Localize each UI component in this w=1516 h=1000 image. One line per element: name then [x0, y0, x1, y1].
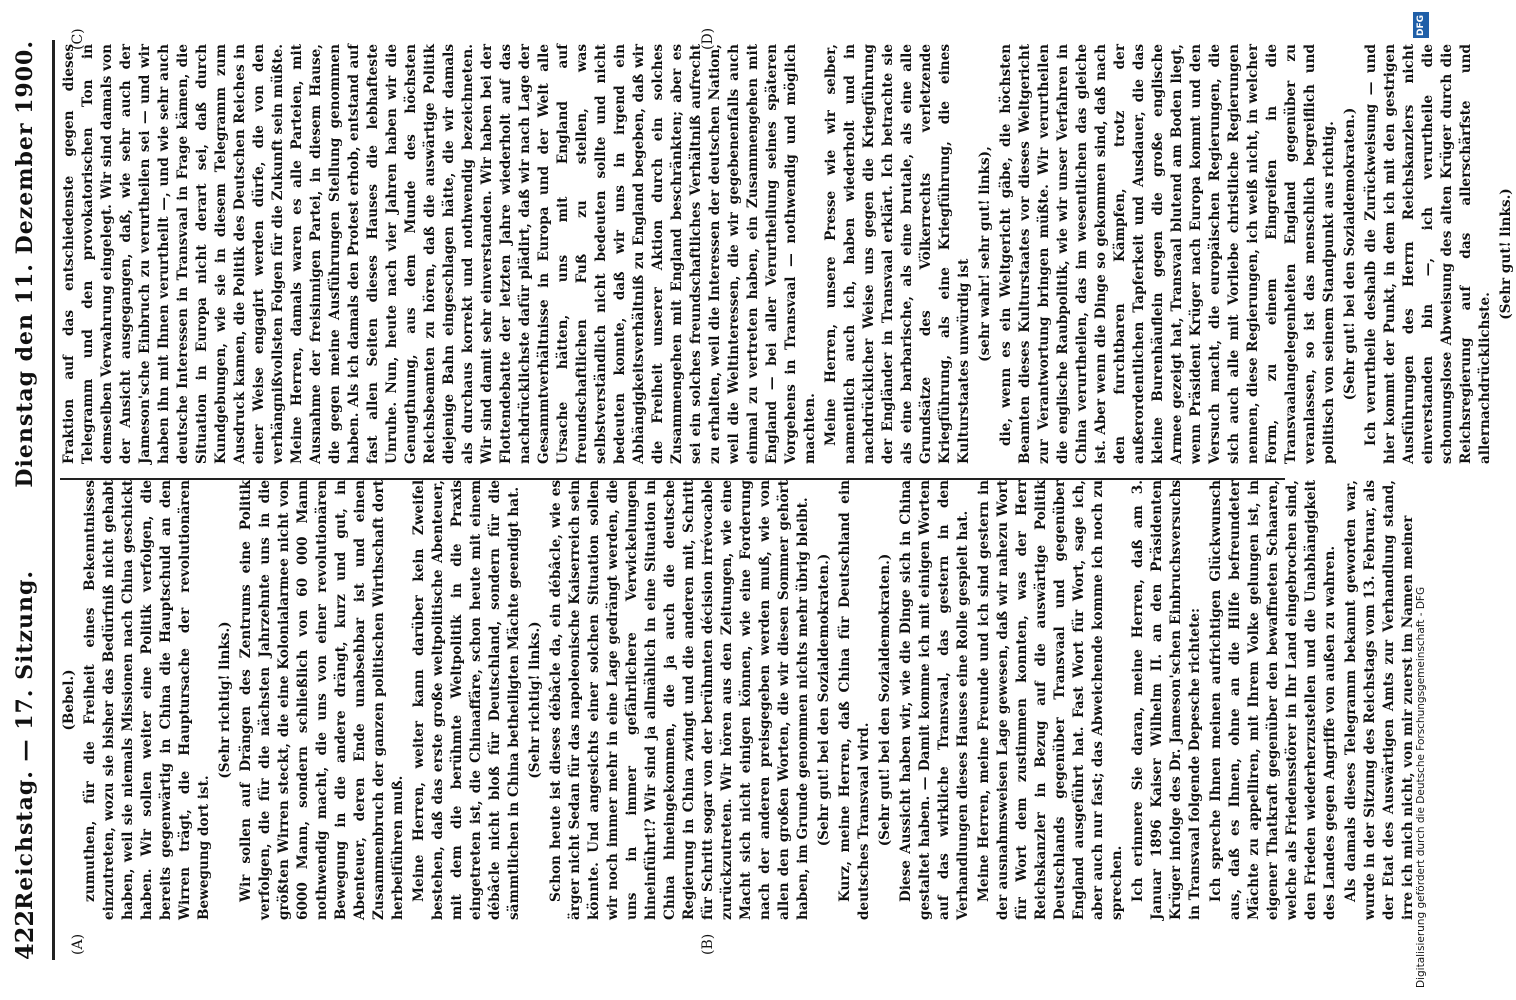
left-column — [60, 480, 1416, 920]
page-header — [0, 0, 48, 1000]
paragraph: (Sehr gut! bei den Sozialdemokraten.) — [1342, 107, 1358, 401]
paragraph: Schon heute ist dieses débâcle da, ein débâcle, wie es ärger nicht Sedan für das napoleonische Kaiserreich sein könnte. Und angesichts einer solchen Situation sollen wir noch immer mehr in eine Lage gedrängt werden, die uns in immer gefährlichere Verwickelungen hineinführt!? Wir sind ja allmählich in eine Situation in China hineingekommen, die ja auch die deutsche Regierung in China zwingt und die anderen mit, Schritt für Schritt sogar von der berühmten décision irrévocable zurückzutreten. Wir hören aus den Zeitungen, wie eine Macht sich nicht einigen können, wie eine Forderung nach der anderen preisgegeben werden muß, wie von allen den großen Worten, die wir diesen Sommer gehört haben, im Grunde genommen nichts mehr übrig bleibt. — [548, 480, 811, 920]
paragraph: Meine Herren, meine Freunde und ich sind gestern in der ausnahmsweisen Lage gewesen, daß wir nahezu Wort für Wort dem zustimmen konnten, was der Herr Reichskanzler in Bezug auf die auswärtige Politik Deutschlands gegenüber Transvaal und gegenüber England ausgeführt hat. Fast Wort für Wort, sage ich, aber auch nur fast; das Abweichende komme ich noch zu sprechen. — [976, 480, 1125, 920]
session-date: Dienstag den 11. Dezember 1900. — [12, 40, 38, 488]
digitization-credit — [1412, 8, 1430, 988]
page-number: 422 — [10, 909, 39, 960]
paragraph: Als damals dieses Telegramm bekannt geworden war, wurde in der Sitzung des Reichstags vom 13. Februar, als der Etat des Auswärtigen Amts zur Verhandlung stand, irre ich mich nicht, von mir zuerst im Namen meiner — [1343, 480, 1416, 920]
paragraph: (Sehr gut! links.) — [1498, 188, 1514, 320]
paragraph: (Sehr richtig! links.) — [217, 621, 233, 779]
marker-a: (A) — [70, 933, 86, 955]
dfg-logo: DFG — [1413, 12, 1429, 38]
paragraph: Ich erinnere Sie daran, meine Herren, daß am 3. Januar 1896 Kaiser Wilhelm II. an den Präsidenten Krüger infolge des Dr. Jameson'schen Einbruchsversuchs in Transvaal folgende Depesche richtete: — [1130, 480, 1203, 920]
paragraph: Ich spreche Ihnen meinen aufrichtigen Glückwunsch aus, daß es Ihnen, ohne an die Hilfe befreundeter Mächte zu appelliren, mit Ihrem Volke gelungen ist, in eigener Thatkraft gegenüber den bewaffneten Schaaren, welche als Friedensstörer in Ihr Land eingebrochen sind, den Frieden wiederherzustellen und die Unabhängigkeit des Landes gegen Angriffe von außen zu wahren. — [1208, 480, 1338, 920]
paragraph: Kurz, meine Herren, daß China für Deutschland ein deutsches Transvaal wird. — [837, 480, 872, 920]
marker-d: (D) — [700, 27, 716, 50]
paragraph: (Sehr gut! bei den Sozialdemokraten.) — [816, 553, 832, 847]
right-column — [60, 44, 1514, 480]
paragraph: Wir sollen auf Drängen des Zentrums eine Politik verfolgen, die für die nächsten Jahrzehnte uns in die größten Wirren steckt, die eine Kolonialarmee nicht von 6000 Mann, sondern schließlich von 60 000 Mann nothwendig macht, die uns von einer revolutionären Bewegung in die andere drängt, kurz und gut, in Abenteuer, deren Ende unabsehbar ist und einen Zusammenbruch der ganzen politischen Wirthschaft dort herbeiführen muß. — [238, 480, 406, 920]
marker-c: (C) — [70, 28, 86, 50]
paragraph: Fraktion auf das entschiedenste gegen dieses Telegramm und den provokatorischen Ton in demselben Verwahrung eingelegt. Wir sind damals von der Ansicht ausgegangen, daß, wie sehr auch der Jameson'sche Einbruch zu verurtheilen sei — und wir haben ihn mit Ihnen verurtheilt —, und wie sehr auch deutsche Interessen in Transvaal in Frage kämen, die Situation in Europa nicht derart sei, daß durch Kundgebungen, wie sie in diesem Telegramm zum Ausdruck kamen, die Politik des Deutschen Reiches in einer Weise engagirt werden dürfe, die von den verhängnißvollsten Folgen für die Zukunft sein müßte. Meine Herren, damals waren es alle Parteien, mit Ausnahme der freisinnigen Partei, in diesem Hause, die gegen meine Ausführungen Stellung genommen haben. Als ich damals den Protest erhob, entstand auf fast allen Seiten dieses Hauses die lebhafteste Unruhe. Nun, heute nach vier Jahren haben wir die Genugthuung, aus dem Munde des höchsten Reichsbeamten zu hören, daß die auswärtige Politik diejenige Bahn eingeschlagen hätte, die wir damals als durchaus korrekt und nothwendig bezeichneten. Wir sind damit sehr einverstanden. Wir haben bei der Flottendebatte der letzten Jahre wiederholt auf das nachdrücklichste dafür plädirt, daß wir nach Lage der Gesammtverhältnisse in Europa und der Welt alle Ursache hätten, uns mit England auf freundschaftlichen Fuß zu stellen, was selbstverständlich nicht bedeuten sollte und nicht bedeuten konnte, daß wir uns in irgend ein Abhängigkeitsverhältniß zu England begeben, daß wir die Freiheit unserer Aktion durch ein solches Zusammengehen mit England beschränkten; aber es sei ein solches freundschaftliches Verhältniß aufrecht zu erhalten, weil die Interessen der deutschen Nation, weil die Weltinteressen, die wir gegebenenfalls auch einmal zu vertreten haben, ein Zusammengehen mit England — bei aller Verurtheilung seines späteren Vorgehens in Transvaal — nothwendig und möglich machten. — [61, 44, 818, 464]
paragraph: Meine Herren, weiter kann darüber kein Zweifel bestehen, daß das erste große weltpolitische Abenteuer, mit dem die berühmte Weltpolitik in die Praxis eingetreten ist, die Chinaaffäre, schon heute mit einem débâcle nicht bloß für Deutschland, sondern für die sämmtlichen in China betheiligten Mächte geendigt hat. — [411, 480, 522, 920]
header-rule — [52, 40, 55, 960]
paragraph: die, wenn es ein Weltgericht gäbe, die höchsten Beamten dieses Kulturstaates vor dieses Weltgericht zur Verantwortung bringen müßte. Wir verurtheilen die englische Raubpolitik, wie wir unser Verfahren in China verurtheilen, das im wesentlichen das gleiche ist. Aber wenn die Dinge so gekommen sind, daß nach den furchtbaren Kämpfen, trotz der außerordentlichen Tapferkeit und Ausdauer, die das kleine Burenhäuflein gegen die große englische Armee gezeigt hat, Transvaal blutend am Boden liegt, wenn Präsident Krüger nach Europa kommt und den Versuch macht, die europäischen Regierungen, die sich auch alle mit Vorliebe christliche Regierungen nennen, diese Regierungen, ich weiß nicht, in welcher Form, zu einem Eingreifen in die Transvaalangelegenheiten England gegenüber zu veranlassen, so ist das menschlich begreiflich und politisch von seinem Standpunkt aus richtig. — [998, 44, 1337, 464]
paragraph: (Bebel.) — [61, 669, 77, 731]
paragraph: Meine Herren, unsere Presse wie wir selber, namentlich auch ich, haben wiederholt und in nachdrücklicher Weise uns gegen die Kriegführung der Engländer in Transvaal erklärt. Ich betrachte sie als eine barbarische, als eine brutale, als eine alle Grundsätze des Völkerrechts verletzende Kriegführung, als eine Kriegführung, die eines Kulturstaates unwürdig ist — [823, 44, 972, 464]
session-title: Reichstag. — 17. Sitzung. — [12, 569, 38, 910]
paragraph: (sehr wahr! sehr gut! links), — [977, 146, 993, 362]
marker-b: (B) — [700, 933, 716, 955]
paragraph: Ich verurtheile deshalb die Zurückweisung — und hier kommt der Punkt, in dem ich mit den gestrigen Ausführungen des Herrn Reichskanzlers nicht einverstanden bin —, ich verurtheile die schonungslose Abweisung des alten Krüger durch die Reichsregierung auf das allerschärfste und allernachdrücklichste. — [1363, 44, 1493, 464]
paragraph: (Sehr gut! bei den Sozialdemokraten.) — [877, 553, 893, 847]
paragraph: zumuthen, für die Freiheit eines Bekenntnisses einzutreten, wozu sie bisher das Bedürfniß nicht gehabt haben, weil sie niemals Missionen nach China geschickt haben. Wir sollen weiter eine Politik verfolgen, die bereits gegenwärtig in China die Hauptschuld an den Wirren trägt, die Hauptursache der revolutionären Bewegung dort ist. — [82, 480, 212, 920]
paragraph: Diese Aussicht haben wir, wie die Dinge sich in China gestaltet haben. — Damit komme ich mit einigen Worten auf das wirkliche Transvaal, das gestern in den Verhandlungen dieses Hauses eine Rolle gespielt hat. — [898, 480, 971, 920]
paragraph: (Sehr richtig! links.) — [527, 621, 543, 779]
credit-text: Digitalisierung gefördert durch die Deutsche Forschungsgemeinschaft - DFG — [1415, 586, 1427, 988]
